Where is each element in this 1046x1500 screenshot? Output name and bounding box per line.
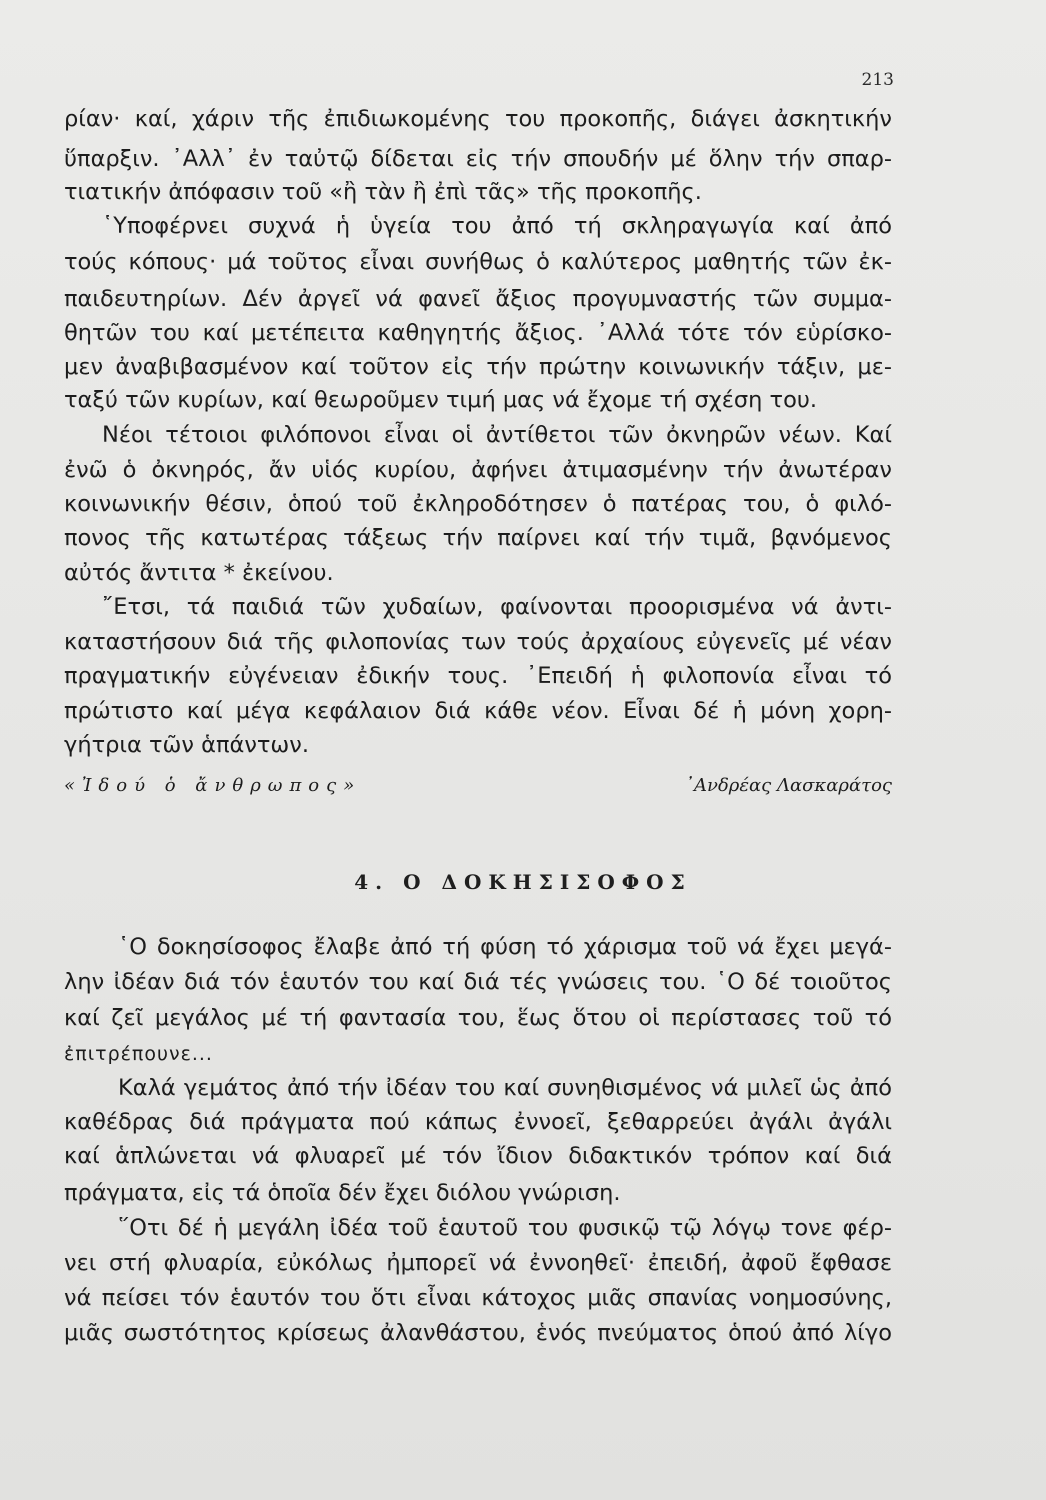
- text-line: νει στή φλυαρία, εὐκόλως ἠμπορεῖ νά ἐννοηθεῖ· ἐπειδή, ἀφοῦ ἔφθασε: [64, 1250, 892, 1276]
- text-line: νά πείσει τόν ἑαυτόν του ὅτι εἶναι κάτοχος μιᾶς σπανίας νοημοσύνης,: [64, 1285, 892, 1311]
- text-line: ἐνῶ ὁ ὀκνηρός, ἄν υἱός κυρίου, ἀφήνει ἀτιμασμένην τήν ἀνωτέραν: [64, 457, 892, 483]
- text-line: παιδευτηρίων. Δέν ἀργεῖ νά φανεῖ ἄξιος προγυμναστής τῶν συμμα-: [64, 286, 892, 312]
- text-line: τιατικήν ἀπόφασιν τοῦ «ἢ τὰν ἢ ἐπὶ τᾶς» τῆς προκοπῆς.: [64, 179, 702, 205]
- chapter-heading: 4. Ο ΔΟΚΗΣΙΣΟΦΟΣ: [354, 870, 692, 894]
- source-author: ᾽Ανδρέας Λασκαράτος: [685, 775, 892, 796]
- text-line: Νέοι τέτοιοι φιλόπονοι εἶναι οἱ ἀντίθετοι τῶν ὀκνηρῶν νέων. Καί: [102, 422, 892, 448]
- text-line: κοινωνικήν θέσιν, ὁπού τοῦ ἐκληροδότησεν ὁ πατέρας του, ὁ φιλό-: [64, 491, 892, 517]
- text-line: ῞Οτι δέ ἡ μεγάλη ἰδέα τοῦ ἑαυτοῦ του φυσικῷ τῷ λόγῳ τονε φέρ-: [118, 1215, 892, 1241]
- text-line: ἐπιτρέπουνε...: [64, 1043, 213, 1065]
- text-line: ρίαν· καί, χάριν τῆς ἐπιδιωκομένης του προκοπῆς, διάγει ἀσκητικήν: [64, 106, 892, 132]
- text-line: πραγματικήν εὐγένειαν ἐδικήν τους. ᾽Επειδή ἡ φιλοπονία εἶναι τό: [64, 663, 892, 689]
- text-line: λην ἰδέαν διά τόν ἑαυτόν του καί διά τές γνώσεις του. ῾Ο δέ τοιοῦτος: [64, 969, 892, 995]
- text-line: πονος τῆς κατωτέρας τάξεως τήν παίρνει καί τήν τιμᾶ, βᾳνόμενος: [64, 525, 892, 551]
- text-line: ὕπαρξιν. ᾽Αλλ᾽ ἐν ταὐτῷ δίδεται εἰς τήν σπουδήν μέ ὅλην τήν σπαρ-: [64, 146, 892, 172]
- source-work-title: «Ἰδού ὁ ἄνθρωπος»: [64, 775, 362, 796]
- text-line: ῾Υποφέρνει συχνά ἡ ὑγεία του ἀπό τή σκληραγωγία καί ἀπό: [102, 213, 892, 239]
- text-line: γήτρια τῶν ἁπάντων.: [64, 732, 309, 758]
- text-line: καί ἁπλώνεται νά φλυαρεῖ μέ τόν ἴδιον διδακτικόν τρόπον καί διά: [64, 1143, 892, 1169]
- text-line: πρώτιστο καί μέγα κεφάλαιον διά κάθε νέον. Εἶναι δέ ἡ μόνη χορη-: [64, 698, 892, 724]
- text-line: ταξύ τῶν κυρίων, καί θεωροῦμεν τιμή μας νά ἔχομε τή σχέση του.: [64, 387, 818, 413]
- text-line: καταστήσουν διά τῆς φιλοπονίας των τούς ἀρχαίους εὐγενεῖς μέ νέαν: [64, 629, 892, 655]
- text-line: Καλά γεμάτος ἀπό τήν ἰδέαν του καί συνηθισμένος νά μιλεῖ ὡς ἀπό: [118, 1075, 892, 1101]
- text-line: μιᾶς σωστότητος κρίσεως ἀλανθάστου, ἑνός πνεύματος ὁπού ἀπό λίγο: [64, 1320, 892, 1346]
- text-line: καί ζεῖ μεγάλος μέ τή φαντασία του, ἕως ὅτου οἱ περίστασες τοῦ τό: [64, 1005, 892, 1031]
- page-number: 213: [861, 70, 894, 90]
- text-line: πράγματα, εἰς τά ὁποῖα δέν ἔχει διόλου γνώριση.: [64, 1180, 621, 1206]
- text-line: αὐτός ἄντιτα * ἐκείνου.: [64, 560, 334, 586]
- text-line: τούς κόπους· μά τοῦτος εἶναι συνήθως ὁ καλύτερος μαθητής τῶν ἐκ-: [64, 249, 892, 275]
- text-line: θητῶν του καί μετέπειτα καθηγητής ἄξιος. ᾽Αλλά τότε τόν εὑρίσκο-: [64, 320, 892, 346]
- text-line: μεν ἀναβιβασμένον καί τοῦτον εἰς τήν πρώτην κοινωνικήν τάξιν, με-: [64, 354, 892, 380]
- text-line: καθέδρας διά πράγματα πού κάπως ἐννοεῖ, ξεθαρρεύει ἀγάλι ἀγάλι: [64, 1109, 892, 1135]
- text-line: ῎Ετσι, τά παιδιά τῶν χυδαίων, φαίνονται προορισμένα νά ἀντι-: [102, 594, 892, 620]
- text-line: ῾Ο δοκησίσοφος ἔλαβε ἀπό τή φύση τό χάρισμα τοῦ νά ἔχει μεγά-: [118, 934, 892, 960]
